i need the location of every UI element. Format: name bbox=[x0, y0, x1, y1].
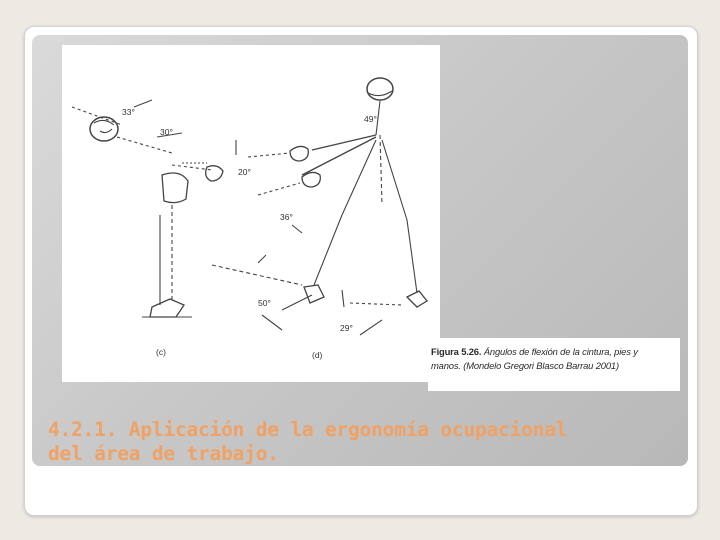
slide-title-line-2: del área de trabajo. bbox=[48, 442, 279, 465]
angle-label-33: 33° bbox=[122, 107, 135, 117]
angle-label-36: 36° bbox=[280, 212, 293, 222]
caption-label: Figura 5.26. bbox=[431, 346, 482, 357]
figure-c bbox=[72, 100, 223, 317]
figure-d bbox=[212, 78, 427, 335]
angle-label-49: 49° bbox=[364, 114, 377, 124]
slide-title-line-1: 4.2.1. Aplicación de la ergonomía ocupacional bbox=[48, 418, 568, 441]
angle-label-50: 50° bbox=[258, 298, 271, 308]
caption-line-1: Ángulos de flexión de la cintura, pies y bbox=[483, 346, 638, 357]
panel-label-d: (d) bbox=[312, 350, 323, 360]
figure-drawing bbox=[62, 45, 440, 382]
ergonomic-angles-figure bbox=[62, 45, 440, 382]
figure-caption bbox=[431, 345, 681, 373]
panel-label-c: (c) bbox=[156, 347, 166, 357]
angle-label-29: 29° bbox=[340, 323, 353, 333]
slide-title bbox=[48, 418, 688, 466]
caption-line-2: manos. (Mondelo Gregori Blasco Barrau 2001) bbox=[431, 360, 619, 371]
angle-label-30: 30° bbox=[160, 127, 173, 137]
figure-caption-box bbox=[428, 338, 680, 391]
angle-label-20: 20° bbox=[238, 167, 251, 177]
